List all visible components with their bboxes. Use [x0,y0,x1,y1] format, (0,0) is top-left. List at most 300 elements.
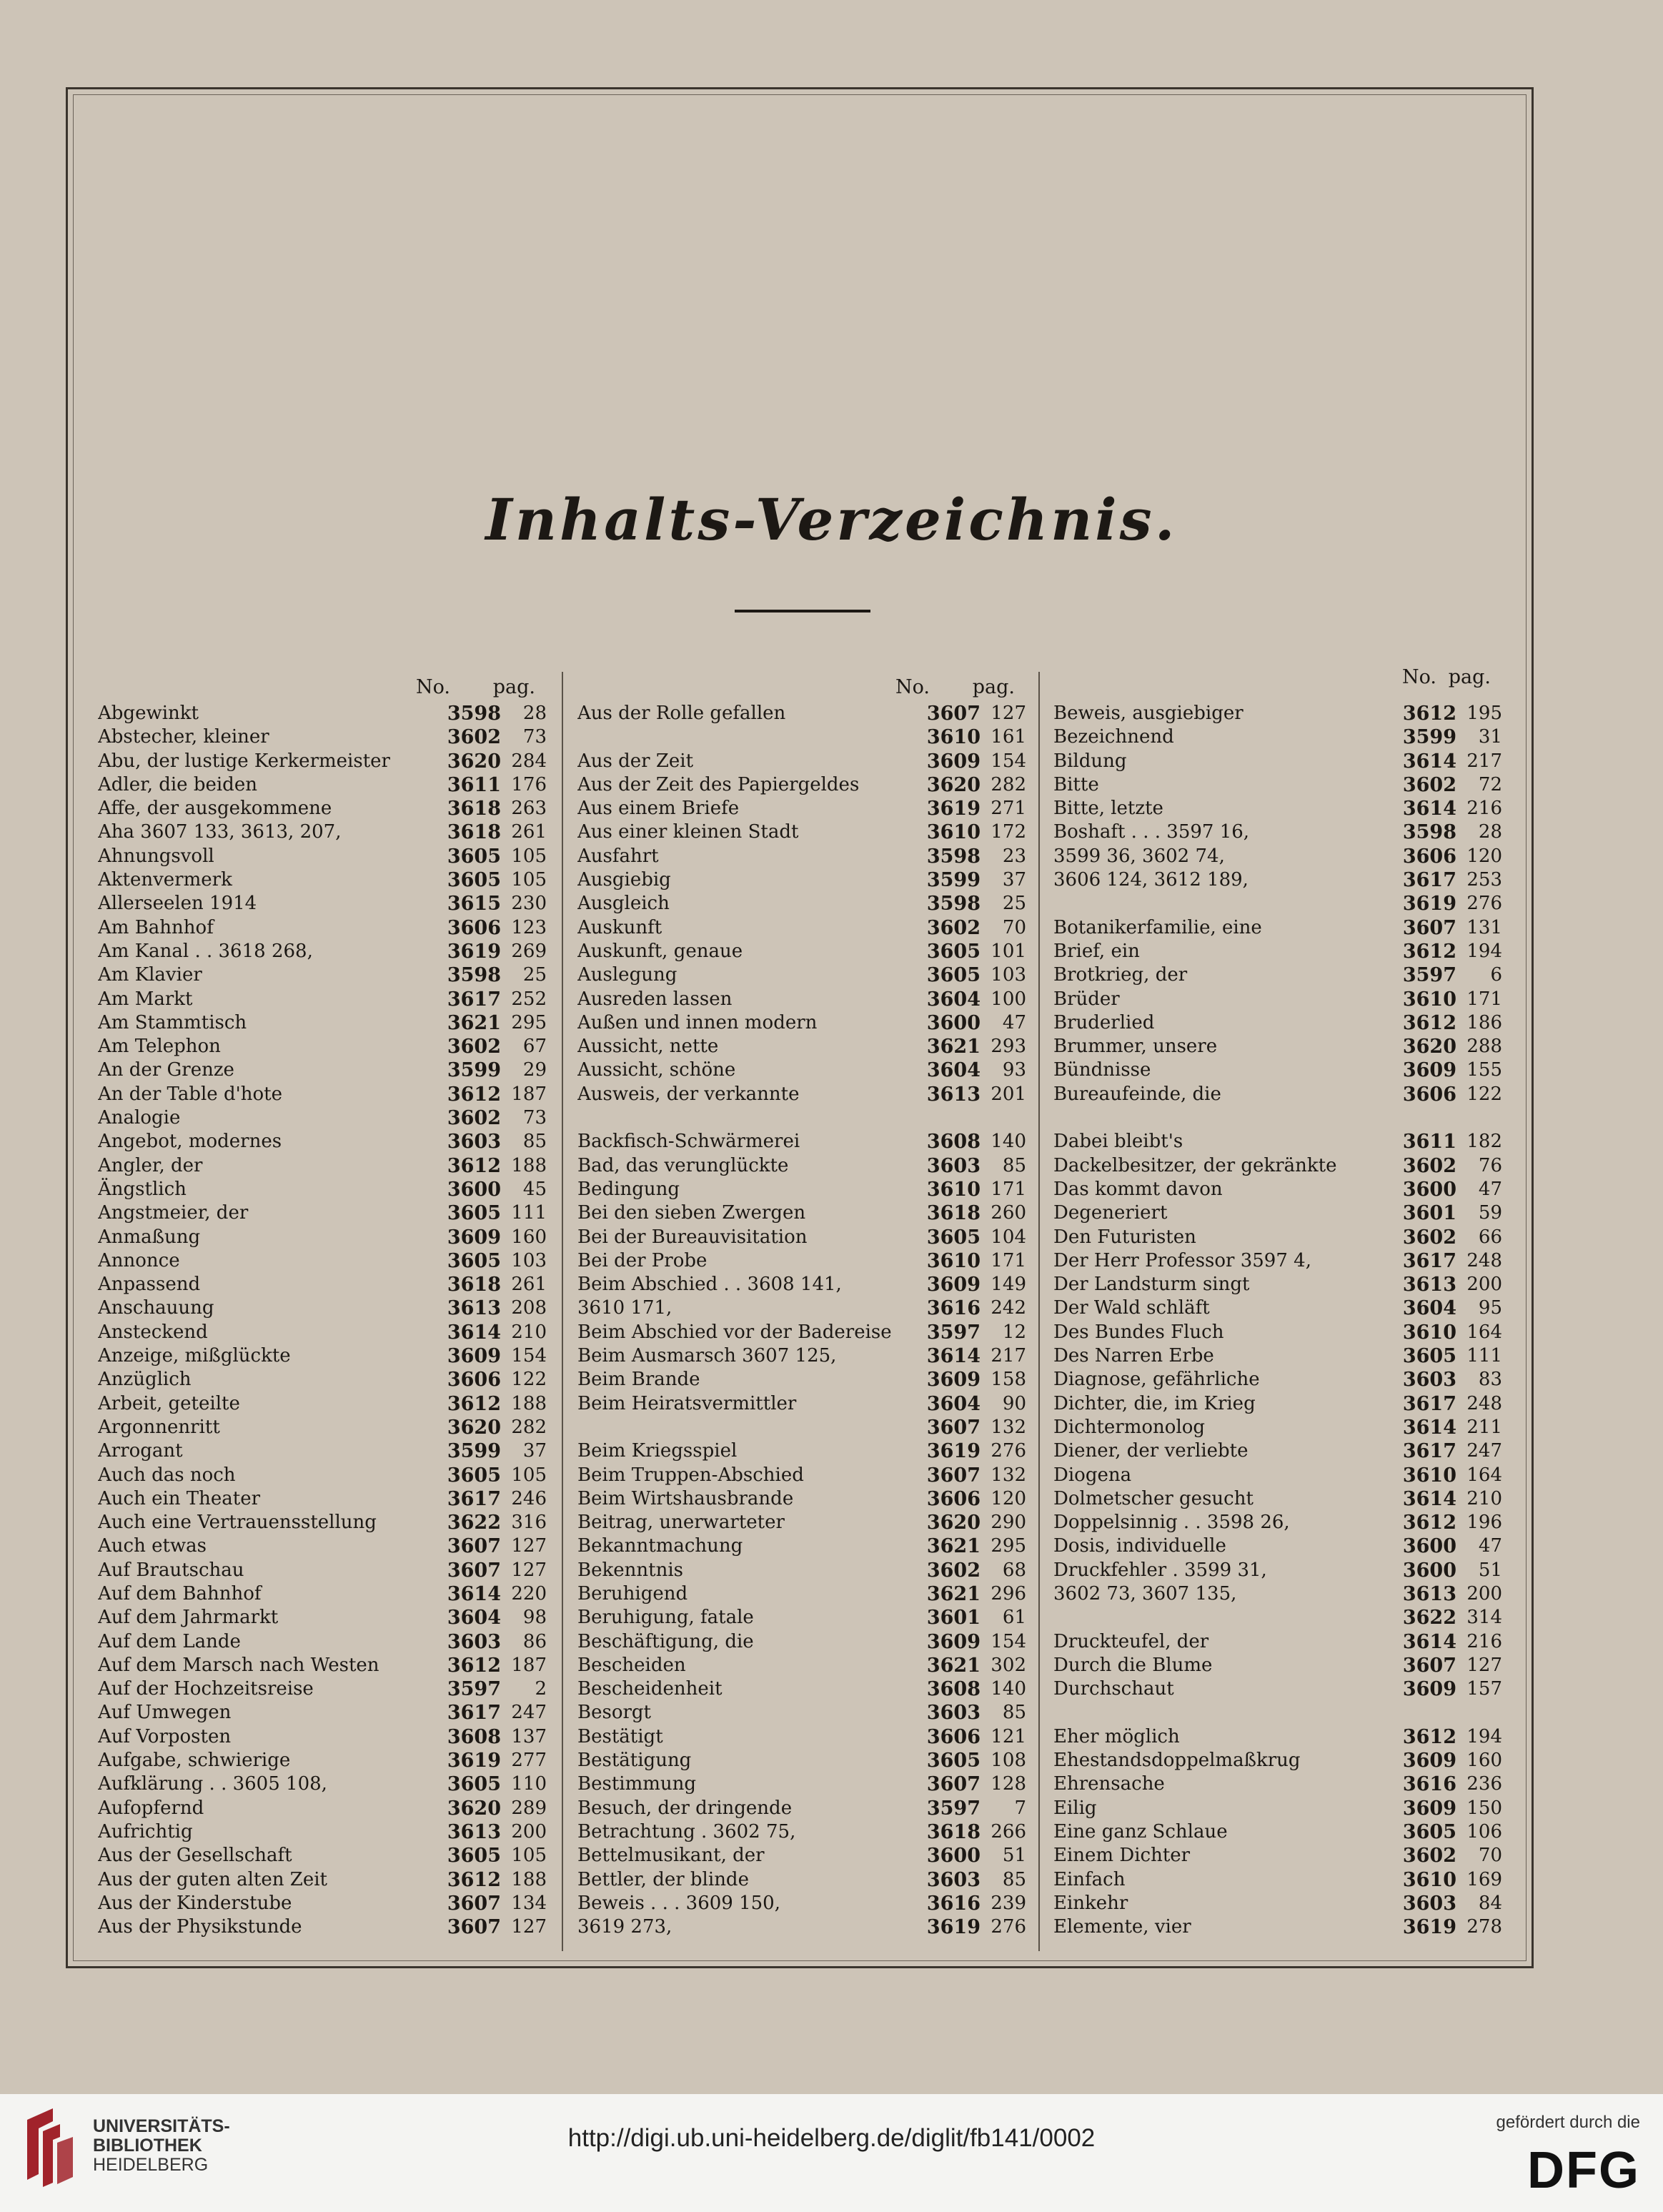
entry-title: Ausgiebig [577,869,671,891]
entry-issue-number: 3604 [1402,1297,1456,1320]
entry-page: 188 [511,1154,547,1176]
index-entry [1053,1606,1502,1630]
entry-issue-number: 3613 [1402,1582,1456,1605]
entry-page: 59 [1478,1202,1502,1224]
entry-title: Aus der guten alten Zeit [98,1868,327,1890]
entry-page: 100 [991,988,1026,1010]
index-entry [1053,892,1502,916]
entry-title: Beim Abschied vor der Badereise [577,1321,892,1343]
entry-issue-number: 3608 [926,1678,981,1701]
index-entry [1053,988,1502,1011]
index-entry [577,892,1026,916]
entry-title: Boshaft . . . 3597 16, [1053,821,1250,843]
index-entry [577,1820,1026,1844]
entry-title: Bescheidenheit [577,1678,723,1700]
entry-issue-number: 3614 [1402,798,1456,820]
entry-page: 261 [511,1274,547,1296]
entry-issue-number: 3609 [447,1345,501,1368]
entry-issue-number: 3612 [447,1654,501,1677]
entry-issue-number: 3609 [926,750,981,773]
entry-title: Beim Heiratsvermittler [577,1392,797,1414]
library-line-2: BIBLIOTHEK [93,2136,202,2156]
index-entry [98,1701,547,1725]
entry-issue-number: 3609 [1402,1678,1456,1701]
entry-issue-number: 3614 [926,1345,981,1368]
index-entry [577,963,1026,987]
entry-title: Ausreden lassen [577,988,733,1010]
entry-issue-number: 3607 [1402,1654,1456,1677]
entry-page: 246 [511,1487,547,1509]
index-entry [577,1725,1026,1749]
index-entry [98,988,547,1011]
entry-title: Anzüglich [98,1369,192,1391]
index-entry [1053,1915,1502,1939]
entry-page: 248 [1466,1249,1502,1271]
index-entry [98,1630,547,1654]
entry-page: 171 [1466,988,1502,1010]
entry-issue-number: 3607 [447,1535,501,1558]
entry-title: Botanikerfamilie, eine [1053,916,1262,938]
index-entry [98,797,547,820]
entry-title: Argonnenritt [98,1416,220,1438]
entry-title: Bettelmusikant, der [577,1845,765,1867]
index-entry [1053,1368,1502,1392]
entry-page: 196 [1466,1512,1502,1534]
entry-title: Adler, die beiden [98,773,257,795]
entry-page: 122 [1466,1083,1502,1105]
entry-page: 161 [991,726,1026,748]
entry-page: 216 [1466,1630,1502,1652]
index-entry [577,1654,1026,1677]
entry-title: Das kommt davon [1053,1178,1223,1200]
entry-title: Bei der Bureauvisitation [577,1226,808,1248]
index-entry [577,845,1026,868]
entry-issue-number: 3607 [926,1464,981,1487]
entry-title: Beweis, ausgiebiger [1053,703,1243,724]
entry-title: Angler, der [98,1154,203,1176]
entry-title: Dabei bleibt's [1053,1131,1183,1153]
entry-page: 105 [511,1464,547,1486]
entry-issue-number: 3610 [1402,1868,1456,1891]
entry-title: Beruhigung, fatale [577,1607,754,1629]
index-entry [98,1439,547,1463]
entry-title: Beim Ausmarsch 3607 125, [577,1345,837,1367]
entry-title: Auf dem Jahrmarkt [98,1607,279,1629]
entry-page: 111 [511,1202,547,1224]
entry-page: 210 [511,1321,547,1343]
entry-page: 120 [991,1487,1026,1509]
entry-page: 295 [991,1535,1026,1557]
entry-issue-number: 3613 [447,1820,501,1843]
entry-issue-number: 3599 [926,869,981,892]
entry-page: 47 [1478,1535,1502,1557]
entry-title: Auf Brautschau [98,1559,244,1581]
entry-issue-number: 3605 [447,1202,501,1225]
entry-issue-number: 3614 [447,1582,501,1605]
entry-issue-number: 3606 [1402,1083,1456,1106]
page-title: Inhalts-Verzeichnis. [485,486,1178,553]
entry-title: Ehestandsdoppelmaßkrug [1053,1750,1301,1772]
entry-title: Ausgleich [577,893,670,915]
entry-page: 25 [1002,893,1026,915]
entry-page: 176 [511,773,547,795]
entry-issue-number: 3601 [926,1607,981,1630]
index-entry [1053,1226,1502,1249]
column-divider [1038,672,1040,1951]
entry-title: Aufgabe, schwierige [98,1750,291,1772]
entry-title: Dosis, individuelle [1053,1535,1226,1557]
entry-page: 293 [991,1036,1026,1058]
entry-page: 284 [511,750,547,772]
entry-title: Auf der Hochzeitsreise [98,1678,314,1700]
entry-issue-number: 3613 [1402,1274,1456,1296]
index-entry [1053,1701,1502,1725]
index-entry [98,845,547,868]
entry-issue-number: 3612 [1402,940,1456,963]
entry-title: Abgewinkt [98,703,199,724]
index-entry [98,868,547,892]
entry-title: Aussicht, nette [577,1036,719,1058]
entry-issue-number: 3620 [447,750,501,773]
entry-title: Bekenntnis [577,1559,683,1581]
entry-issue-number: 3618 [447,798,501,820]
entry-issue-number: 3598 [1402,821,1456,844]
index-entry [1053,1296,1502,1320]
index-entry [1053,1677,1502,1701]
entry-title: Aufrichtig [98,1820,193,1842]
entry-page: 276 [991,1440,1026,1462]
entry-title: Beim Truppen-Abschied [577,1464,804,1486]
entry-issue-number: 3610 [926,1178,981,1201]
index-entry [577,868,1026,892]
entry-page: 37 [1002,869,1026,891]
index-entry [98,1749,547,1772]
entry-page: 61 [1002,1607,1026,1629]
entry-page: 160 [1466,1750,1502,1772]
entry-page: 103 [991,964,1026,986]
entry-page: 70 [1478,1845,1502,1867]
entry-page: 2 [535,1678,547,1700]
entry-page: 12 [1002,1321,1026,1343]
entry-title: Beim Kriegsspiel [577,1440,738,1462]
entry-title: Annonce [98,1249,180,1271]
entry-title: Eine ganz Schlaue [1053,1820,1228,1842]
index-entry [1053,1772,1502,1796]
index-entry [98,940,547,963]
index-column-3 [1053,666,1502,1939]
index-entry [98,1083,547,1106]
entry-issue-number: 3610 [926,726,981,749]
entry-page: 45 [522,1178,547,1200]
index-entry [98,1273,547,1296]
index-entry [98,1487,547,1511]
entry-title: Durchschaut [1053,1678,1174,1700]
index-entry [577,1130,1026,1154]
entry-issue-number: 3617 [447,988,501,1011]
index-entry [98,1416,547,1439]
entry-issue-number: 3609 [1402,1750,1456,1772]
index-entry [98,1058,547,1082]
entry-issue-number: 3622 [1402,1607,1456,1630]
entry-title: Am Klavier [98,964,202,986]
entry-issue-number: 3603 [1402,1892,1456,1915]
entry-issue-number: 3608 [926,1131,981,1154]
entry-issue-number: 3609 [926,1630,981,1653]
entry-title: Degeneriert [1053,1202,1168,1224]
entry-issue-number: 3602 [1402,1154,1456,1177]
index-entry [577,1201,1026,1225]
entry-page: 188 [511,1868,547,1890]
entry-issue-number: 3607 [447,1892,501,1915]
entry-issue-number: 3617 [1402,1440,1456,1463]
entry-issue-number: 3610 [1402,1464,1456,1487]
entry-issue-number: 3605 [926,940,981,963]
index-entry [1053,1725,1502,1749]
entry-issue-number: 3606 [926,1487,981,1510]
entry-title: Diogena [1053,1464,1132,1486]
index-entry [577,1701,1026,1725]
entry-issue-number: 3607 [1402,916,1456,939]
entry-page: 85 [522,1131,547,1153]
entry-issue-number: 3615 [447,893,501,916]
entry-page: 127 [1466,1654,1502,1676]
index-entry [1053,1487,1502,1511]
entry-title: Beruhigend [577,1582,688,1605]
entry-issue-number: 3612 [447,1868,501,1891]
entry-page: 72 [1478,773,1502,795]
entry-issue-number: 3600 [926,1845,981,1868]
index-entry [577,1011,1026,1035]
entry-issue-number: 3609 [447,1226,501,1249]
index-entry [98,1464,547,1487]
entry-issue-number: 3612 [1402,1725,1456,1748]
entry-title: Druckteufel, der [1053,1630,1209,1652]
index-entry [577,1178,1026,1201]
entry-title: Backfisch-Schwärmerei [577,1131,800,1153]
index-entry [577,725,1026,749]
index-entry [98,820,547,844]
entry-page: 164 [1466,1321,1502,1343]
entry-page: 263 [511,798,547,820]
index-entry [577,1797,1026,1820]
index-entry [577,1321,1026,1344]
entry-title: Anmaßung [98,1226,201,1248]
entry-issue-number: 3621 [926,1535,981,1558]
index-entry [1053,1534,1502,1558]
entry-title: Arrogant [98,1440,183,1462]
entry-title: Einfach [1053,1868,1126,1890]
entry-title: Auf dem Lande [98,1630,241,1652]
entry-issue-number: 3603 [447,1131,501,1154]
entry-issue-number: 3598 [926,893,981,916]
entry-title: Auch etwas [98,1535,207,1557]
index-entry [1053,1154,1502,1178]
entry-page: 86 [522,1630,547,1652]
entry-issue-number: 3605 [926,1750,981,1772]
index-entry [577,1868,1026,1892]
index-entry [98,1797,547,1820]
entry-page: 160 [511,1226,547,1248]
entry-title: Affe, der ausgekommene [98,798,332,820]
entry-issue-number: 3614 [1402,1487,1456,1510]
index-entry [98,1534,547,1558]
entry-title: Aussicht, schöne [577,1059,736,1081]
entry-page: 127 [511,1916,547,1938]
entry-issue-number: 3600 [1402,1535,1456,1558]
entry-issue-number: 3618 [447,821,501,844]
index-entry [98,1035,547,1058]
entry-title: Beim Wirtshausbrande [577,1487,794,1509]
entry-page: 70 [1002,916,1026,938]
entry-issue-number: 3604 [926,1392,981,1415]
index-entry [98,1677,547,1701]
entry-issue-number: 3605 [926,1226,981,1249]
index-entry [577,1273,1026,1296]
entry-title: Bescheiden [577,1654,686,1676]
entry-title: 3599 36, 3602 74, [1053,845,1225,867]
entry-title: Aus einem Briefe [577,798,740,820]
entry-page: 31 [1478,726,1502,748]
entry-title: Am Stammtisch [98,1011,247,1033]
entry-issue-number: 3622 [447,1512,501,1534]
entry-page: 242 [991,1297,1026,1319]
entry-page: 316 [511,1512,547,1534]
entry-page: 253 [1466,869,1502,891]
entry-issue-number: 3610 [926,821,981,844]
entry-page: 47 [1002,1011,1026,1033]
entry-issue-number: 3616 [926,1892,981,1915]
entry-title: Abu, der lustige Kerkermeister [98,750,390,772]
entry-page: 314 [1466,1607,1502,1629]
entry-title: Auf dem Marsch nach Westen [98,1654,379,1676]
entry-issue-number: 3598 [447,703,501,725]
entry-page: 217 [991,1345,1026,1367]
index-entry [1053,1178,1502,1201]
entry-title: Eher möglich [1053,1725,1180,1747]
entry-title: Beitrag, unerwarteter [577,1512,785,1534]
entry-issue-number: 3619 [926,1440,981,1463]
entry-title: Allerseelen 1914 [98,893,257,915]
entry-issue-number: 3616 [926,1297,981,1320]
entry-page: 76 [1478,1154,1502,1176]
entry-page: 111 [1466,1345,1502,1367]
index-entry [1053,940,1502,963]
index-entry [1053,797,1502,820]
index-entry [98,1582,547,1606]
entry-issue-number: 3603 [1402,1369,1456,1392]
entry-issue-number: 3610 [1402,988,1456,1011]
entry-issue-number: 3620 [447,1416,501,1439]
entry-issue-number: 3597 [926,1797,981,1820]
entry-page: 171 [991,1178,1026,1200]
entry-title: Außen und innen modern [577,1011,818,1033]
entry-issue-number: 3618 [926,1202,981,1225]
entry-title: Beim Brande [577,1369,700,1391]
entry-page: 103 [511,1249,547,1271]
entry-page: 73 [522,726,547,748]
entry-issue-number: 3606 [447,916,501,939]
index-entry [98,1915,547,1939]
entry-issue-number: 3610 [1402,1321,1456,1344]
entry-page: 276 [1466,893,1502,915]
entry-page: 236 [1466,1773,1502,1795]
entry-issue-number: 3613 [447,1297,501,1320]
index-entry [577,820,1026,844]
entry-issue-number: 3609 [926,1369,981,1392]
index-entry [98,773,547,797]
entry-title: Dackelbesitzer, der gekränkte [1053,1154,1337,1176]
entry-issue-number: 3620 [926,1512,981,1534]
index-entry [1053,1844,1502,1868]
entry-page: 120 [1466,845,1502,867]
index-entry [577,750,1026,773]
index-entry [577,1368,1026,1392]
index-entry [1053,1321,1502,1344]
index-entry [1053,1464,1502,1487]
entry-issue-number: 3604 [926,988,981,1011]
permalink-url[interactable]: http://digi.ub.uni-heidelberg.de/diglit/fb141/0002 [567,2124,1096,2152]
index-entry [98,1154,547,1178]
entry-page: 154 [991,1630,1026,1652]
entry-title: Beschäftigung, die [577,1630,754,1652]
entry-page: 110 [511,1773,547,1795]
entry-title: Am Telephon [98,1036,221,1058]
index-entry [98,1130,547,1154]
entry-title: Des Bundes Fluch [1053,1321,1224,1343]
header-pag: pag. [972,676,1015,698]
entry-title: Eilig [1053,1797,1097,1819]
entry-page: 216 [1466,798,1502,820]
entry-issue-number: 3617 [1402,1249,1456,1272]
index-entry [1053,1344,1502,1368]
index-entry [1053,1083,1502,1106]
entry-page: 131 [1466,916,1502,938]
index-entry [1053,1011,1502,1035]
index-entry [98,1011,547,1035]
entry-issue-number: 3599 [447,1440,501,1463]
entry-issue-number: 3605 [1402,1345,1456,1368]
entry-page: 122 [511,1369,547,1391]
index-entry [577,1487,1026,1511]
entry-issue-number: 3602 [1402,1226,1456,1249]
index-entry [577,1772,1026,1796]
entry-title: Bestimmung [577,1773,697,1795]
entry-issue-number: 3612 [447,1083,501,1106]
entry-page: 211 [1466,1416,1502,1438]
entry-issue-number: 3612 [447,1392,501,1415]
entry-title: Doppelsinnig . . 3598 26, [1053,1512,1290,1534]
entry-page: 195 [1466,703,1502,724]
entry-title: Auslegung [577,964,677,986]
entry-title: Anschauung [98,1297,214,1319]
column-header [577,666,1026,702]
entry-title: Bedingung [577,1178,680,1200]
entry-issue-number: 3601 [1402,1202,1456,1225]
entry-issue-number: 3619 [447,940,501,963]
header-no: No. [416,676,450,698]
index-entry [577,1035,1026,1058]
index-entry [577,1749,1026,1772]
entry-page: 277 [511,1750,547,1772]
index-entry [98,1772,547,1796]
index-entry [1053,702,1502,725]
entry-page: 217 [1466,750,1502,772]
entry-title: Druckfehler . 3599 31, [1053,1559,1267,1581]
index-entry [98,750,547,773]
entry-page: 239 [991,1892,1026,1914]
entry-page: 93 [1002,1059,1026,1081]
index-entry [1053,1035,1502,1058]
